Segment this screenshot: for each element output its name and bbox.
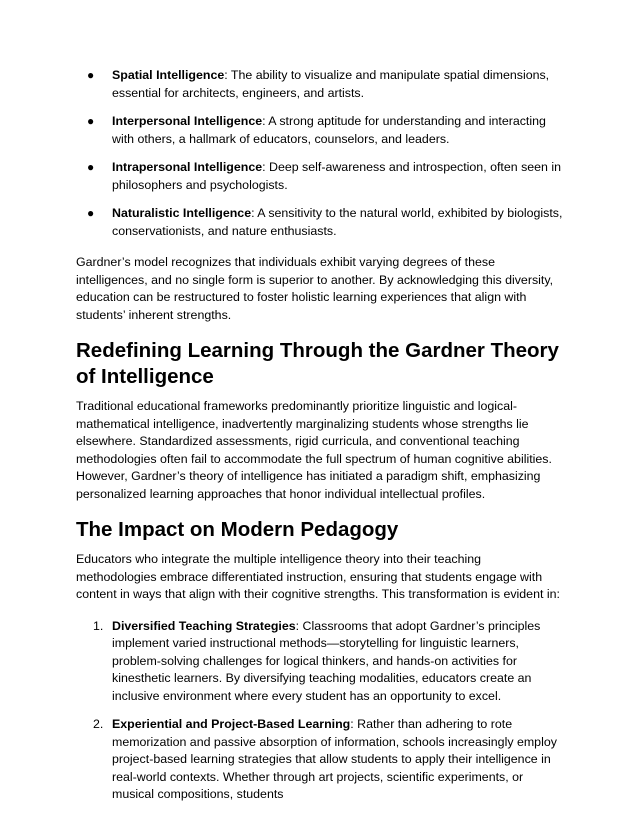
intelligence-bullet-list — [76, 67, 564, 240]
numbered-term: Experiential and Project-Based Learning — [112, 717, 351, 731]
bullet-icon: ● — [87, 160, 95, 174]
bullet-text: : Deep self-awareness and introspection, often seen in philosophers and psychologists. — [112, 160, 562, 192]
bullet-term: Spatial Intelligence — [112, 68, 225, 82]
bullet-text: : A sensitivity to the natural world, exhibited by biologists, conservationists, and nature enthusiasts. — [112, 206, 563, 238]
list-item — [76, 618, 564, 706]
bullet-term: Intrapersonal Intelligence — [112, 160, 263, 174]
pedagogy-intro-paragraph: Educators who integrate the multiple intelligence theory into their teaching methodologies embrace differentiated instruction, ensuring that students engage with content in ways that align with their cognitive strengths. This transformation is evident in: — [76, 552, 560, 601]
document-page — [76, 67, 564, 815]
section-heading-modern-pedagogy: The Impact on Modern Pedagogy — [76, 518, 399, 541]
numbered-text: : Rather than adhering to rote memorization and passive absorption of information, schools increasingly employ project-based learning strategies that allow students to apply their intelligence in real-world contexts. Whether through art projects, scientific experiments, or musical compositions, students — [112, 717, 557, 801]
bullet-text: : A strong aptitude for understanding and interacting with others, a hallmark of educators, counselors, and leaders. — [112, 114, 546, 146]
numbered-text: : Classrooms that adopt Gardner’s principles implement varied instructional methods—storytelling for linguistic learners, problem-solving challenges for logical thinkers, and hands-on activities for kinesthetic learners. By diversifying teaching modalities, educators create an inclusive environment where every student has an opportunity to excel. — [112, 618, 541, 703]
list-number: 1. — [93, 618, 104, 633]
summary-paragraph: Gardner’s model recognizes that individuals exhibit varying degrees of these intelligences, and no single form is superior to another. By acknowledging this diversity, education can be restructured to foster holistic learning experiences that align with students’ inherent strengths. — [76, 255, 554, 322]
list-number: 2. — [93, 717, 104, 731]
list-item — [76, 67, 564, 102]
bullet-icon: ● — [87, 114, 95, 128]
traditional-frameworks-paragraph: Traditional educational frameworks predominantly prioritize linguistic and logical-mathematical intelligence, inadvertently marginalizing students whose strengths lie elsewhere. Standardized assessments, rigid curricula, and conventional teaching methodologies often fail to accommodate the full spectrum of human cognitive abilities. However, Gardner’s theory of intelligence has initiated a paradigm shift, emphasizing personalized learning approaches that honor individual intellectual profiles. — [76, 399, 552, 501]
list-item — [76, 716, 564, 804]
list-item — [76, 205, 564, 240]
list-item — [76, 113, 564, 148]
pedagogy-numbered-list — [76, 618, 564, 804]
bullet-term: Naturalistic Intelligence — [112, 206, 252, 220]
bullet-icon: ● — [87, 206, 95, 220]
section-heading-redefining-learning: Redefining Learning Through the Gardner Theory of Intelligence — [76, 339, 559, 388]
bullet-text: : The ability to visualize and manipulate spatial dimensions, essential for architects, engineers, and artists. — [112, 68, 550, 100]
list-item — [76, 159, 564, 194]
bullet-icon: ● — [87, 68, 95, 82]
bullet-term: Interpersonal Intelligence — [112, 114, 263, 128]
numbered-term: Diversified Teaching Strategies — [112, 618, 296, 633]
